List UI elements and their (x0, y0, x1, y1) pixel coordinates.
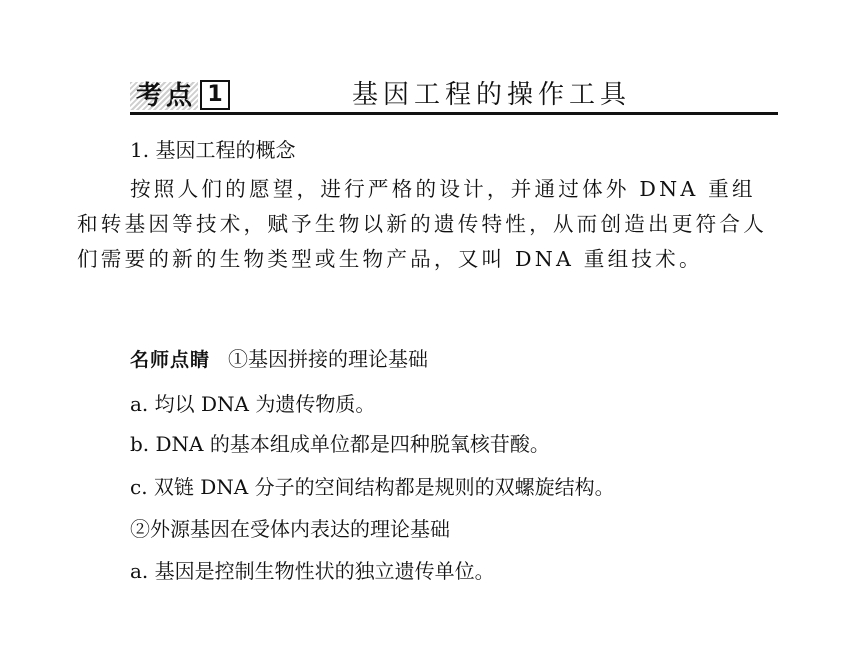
section-badge (130, 82, 230, 110)
tip-line (130, 344, 428, 375)
tip-label: 名师点睛 (130, 349, 211, 371)
section-title: 基因工程的操作工具 (352, 80, 632, 110)
badge-number: 1 (200, 80, 230, 110)
point-c: c. 双链 DNA 分子的空间结构都是规则的双螺旋结构。 (130, 475, 615, 499)
expression-a: a. 基因是控制生物性状的独立遗传单位。 (130, 559, 495, 583)
header-underline (130, 112, 778, 115)
concept-paragraph: 按照人们的愿望，进行严格的设计，并通过体外 DNA 重组和转基因等技术，赋予生物以新的遗传特性，从而创造出更符合人们需要的新的生物类型或生物产品，又叫 DNA 重组技术。 (77, 177, 768, 271)
tip-title: ①基因拼接的理论基础 (228, 347, 429, 371)
point-b: b. DNA 的基本组成单位都是四种脱氧核苷酸。 (130, 432, 550, 456)
point-a: a. 均以 DNA 为遗传物质。 (130, 392, 376, 416)
expression-title: ②外源基因在受体内表达的理论基础 (130, 517, 450, 541)
badge-label: 考点 (130, 82, 198, 110)
section-header (130, 76, 778, 114)
concept-heading: 1. 基因工程的概念 (130, 138, 296, 162)
